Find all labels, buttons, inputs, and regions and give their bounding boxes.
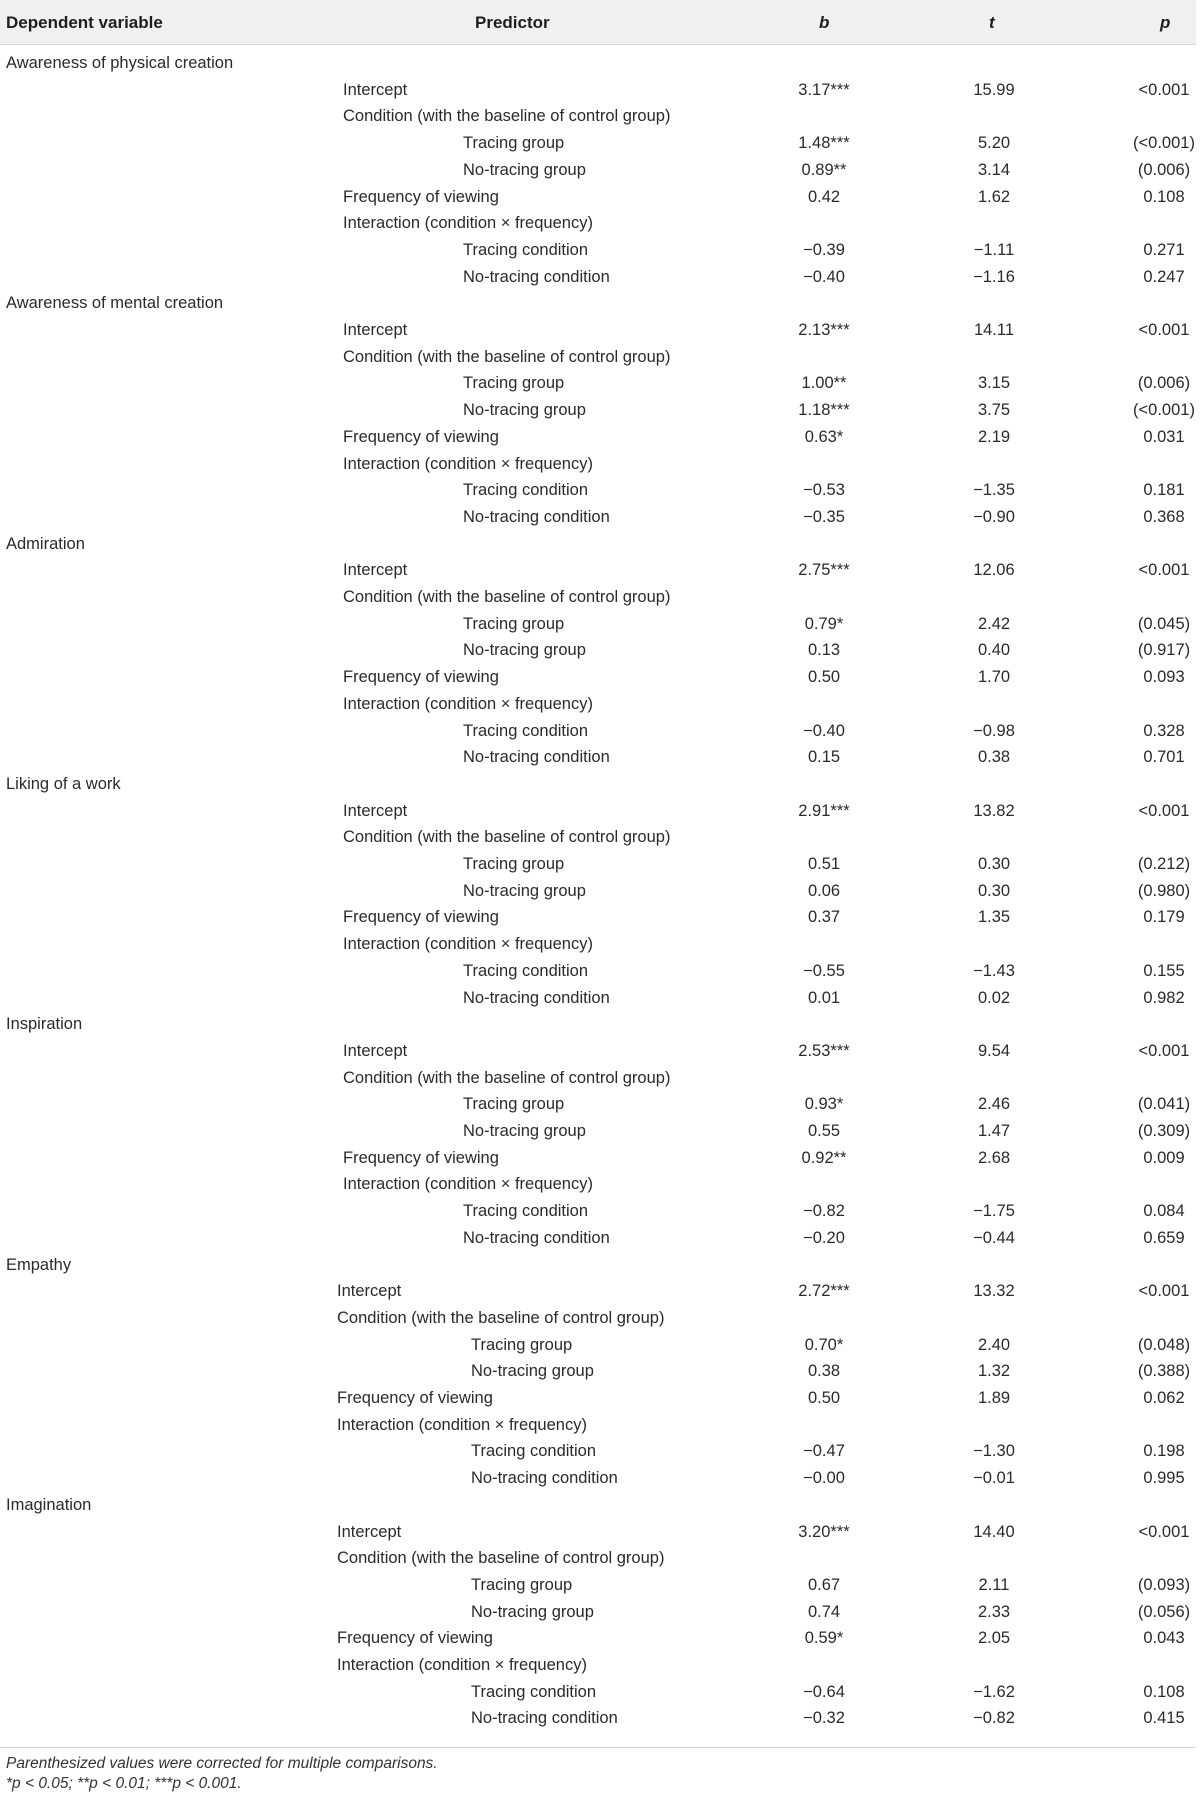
statistic-t: −1.16 xyxy=(973,267,1015,286)
coefficient-b: 0.38 xyxy=(807,1362,841,1381)
p-value: <0.001 xyxy=(1138,1282,1190,1301)
statistic-t: 0.40 xyxy=(977,641,1011,660)
table-row xyxy=(0,130,1196,156)
p-value: (0.006) xyxy=(1137,160,1191,179)
p-value: (0.045) xyxy=(1137,614,1191,633)
p-value: 0.108 xyxy=(1143,1682,1185,1701)
predictor-label: No-tracing condition xyxy=(463,267,610,286)
statistic-t: 0.02 xyxy=(977,988,1011,1007)
dependent-variable-row xyxy=(0,1011,1196,1037)
p-value: 0.271 xyxy=(1143,240,1185,259)
predictor-label: No-tracing condition xyxy=(463,988,610,1007)
predictor-label: Intercept xyxy=(343,80,408,99)
table-row xyxy=(0,1091,1196,1117)
predictor-label: Frequency of viewing xyxy=(337,1629,493,1648)
predictor-label: Condition (with the baseline of control group) xyxy=(337,1308,665,1327)
coefficient-b: 0.93* xyxy=(804,1095,844,1114)
table-row xyxy=(0,958,1196,984)
p-value: 0.093 xyxy=(1143,668,1185,687)
table-row xyxy=(0,1225,1196,1251)
predictor-label: Interaction (condition × frequency) xyxy=(337,1415,587,1434)
predictor-label: Interaction (condition × frequency) xyxy=(343,1175,593,1194)
coefficient-b: 0.63* xyxy=(804,427,844,446)
predictor-label: No-tracing group xyxy=(463,881,586,900)
predictor-label: Intercept xyxy=(343,801,408,820)
p-value: 0.701 xyxy=(1143,748,1185,767)
p-value: <0.001 xyxy=(1138,321,1190,339)
predictor-label: Tracing condition xyxy=(463,240,589,259)
coefficient-b: 2.72*** xyxy=(798,1282,850,1301)
predictor-label: No-tracing group xyxy=(463,160,586,179)
p-value: 0.084 xyxy=(1143,1202,1185,1221)
coefficient-b: −0.40 xyxy=(803,267,845,286)
p-value: 0.198 xyxy=(1143,1442,1185,1461)
table-row xyxy=(0,691,1196,717)
p-value: 0.659 xyxy=(1143,1228,1185,1247)
header-b: b xyxy=(819,13,830,32)
predictor-label: Condition (with the baseline of control group) xyxy=(343,347,671,366)
predictor-label: Tracing group xyxy=(463,855,565,873)
predictor-label: Intercept xyxy=(343,321,408,339)
coefficient-b: 0.50 xyxy=(807,668,841,687)
predictor-label: Condition (with the baseline of control group) xyxy=(343,588,671,606)
dependent-variable-row xyxy=(0,1492,1196,1518)
predictor-label: Frequency of viewing xyxy=(343,1148,499,1167)
bottom-rule xyxy=(0,1747,1196,1748)
predictor-label: Tracing group xyxy=(463,134,565,153)
statistic-t: 3.75 xyxy=(977,401,1011,420)
table-row xyxy=(0,1385,1196,1411)
statistic-t: 2.05 xyxy=(977,1629,1011,1648)
table-row xyxy=(0,878,1196,904)
table-row xyxy=(0,1438,1196,1464)
coefficient-b: −0.64 xyxy=(803,1682,845,1701)
coefficient-b: −0.39 xyxy=(803,240,845,259)
predictor-label: Tracing condition xyxy=(471,1682,597,1701)
p-value: 0.062 xyxy=(1143,1389,1185,1407)
table-row xyxy=(0,664,1196,690)
statistic-t: −1.30 xyxy=(973,1442,1015,1461)
predictor-label: Tracing condition xyxy=(463,961,589,980)
table-row xyxy=(0,1358,1196,1384)
header-p: p xyxy=(1160,13,1171,32)
statistic-t: 9.54 xyxy=(977,1041,1011,1060)
coefficient-b: 1.00** xyxy=(801,374,847,393)
coefficient-b: 0.70* xyxy=(804,1335,844,1354)
predictor-label: Tracing group xyxy=(471,1575,573,1594)
footnote-significance: *p < 0.05; **p < 0.01; ***p < 0.001. xyxy=(6,1775,242,1792)
predictor-label: No-tracing group xyxy=(471,1362,594,1381)
predictor-label: Tracing condition xyxy=(463,1202,589,1221)
coefficient-b: 0.37 xyxy=(807,908,841,927)
statistic-t: −0.90 xyxy=(973,507,1015,526)
statistic-t: 2.40 xyxy=(977,1335,1011,1354)
statistic-t: −0.98 xyxy=(973,721,1015,740)
table-row xyxy=(0,344,1196,370)
table-row xyxy=(0,1465,1196,1491)
predictor-label: Frequency of viewing xyxy=(343,187,499,206)
p-value: (0.006) xyxy=(1137,374,1191,393)
p-value: (<0.001) xyxy=(1133,134,1195,153)
statistic-t: 13.32 xyxy=(973,1282,1015,1301)
predictor-label: No-tracing condition xyxy=(471,1469,618,1488)
statistic-t: 5.20 xyxy=(977,134,1011,153)
coefficient-b: 0.89** xyxy=(801,160,847,179)
p-value: (0.056) xyxy=(1137,1602,1191,1621)
table-row xyxy=(0,851,1196,877)
p-value: <0.001 xyxy=(1138,80,1190,99)
predictor-label: Intercept xyxy=(343,1041,408,1060)
predictor-label: Interaction (condition × frequency) xyxy=(343,214,593,233)
table-row xyxy=(0,1679,1196,1705)
table-row xyxy=(0,237,1196,263)
table-row xyxy=(0,1171,1196,1197)
table-row xyxy=(0,477,1196,503)
p-value: <0.001 xyxy=(1138,561,1190,580)
predictor-label: Frequency of viewing xyxy=(343,427,499,446)
predictor-label: Interaction (condition × frequency) xyxy=(343,935,593,954)
statistic-t: 1.32 xyxy=(977,1362,1011,1381)
coefficient-b: 2.53*** xyxy=(798,1041,850,1060)
table-row xyxy=(0,397,1196,423)
table-row xyxy=(0,451,1196,477)
footnote-correction: Parenthesized values were corrected for multiple comparisons. xyxy=(6,1755,438,1772)
predictor-label: Condition (with the baseline of control group) xyxy=(343,107,671,126)
table-row xyxy=(0,1412,1196,1438)
dependent-variable-label: Awareness of physical creation xyxy=(6,54,234,72)
coefficient-b: 0.59* xyxy=(804,1629,844,1648)
table-row xyxy=(0,1652,1196,1678)
table-row xyxy=(0,1278,1196,1304)
predictor-label: Condition (with the baseline of control group) xyxy=(343,828,671,847)
predictor-label: Interaction (condition × frequency) xyxy=(343,454,593,473)
predictor-label: Tracing group xyxy=(463,374,565,393)
table-header xyxy=(0,0,1196,45)
predictor-label: No-tracing group xyxy=(463,401,586,420)
table-row xyxy=(0,1625,1196,1651)
coefficient-b: 0.79* xyxy=(804,614,844,633)
predictor-label: Tracing condition xyxy=(463,481,589,500)
dependent-variable-label: Liking of a work xyxy=(6,774,121,793)
statistic-t: −1.11 xyxy=(973,240,1015,259)
dependent-variable-row xyxy=(0,1252,1196,1278)
coefficient-b: −0.82 xyxy=(803,1202,845,1221)
coefficient-b: −0.47 xyxy=(803,1442,845,1461)
predictor-label: Tracing condition xyxy=(471,1442,597,1461)
p-value: (0.917) xyxy=(1137,641,1191,660)
table-row xyxy=(0,504,1196,530)
table-row xyxy=(0,1198,1196,1224)
statistic-t: 2.11 xyxy=(978,1575,1010,1594)
predictor-label: No-tracing group xyxy=(471,1602,594,1621)
p-value: 0.247 xyxy=(1143,267,1185,286)
predictor-label: No-tracing condition xyxy=(463,507,610,526)
table-row xyxy=(0,1572,1196,1598)
table-row xyxy=(0,1519,1196,1545)
dependent-variable-label: Empathy xyxy=(6,1255,72,1274)
statistic-t: −0.44 xyxy=(973,1228,1015,1247)
statistic-t: 13.82 xyxy=(973,801,1015,820)
table-row xyxy=(0,157,1196,183)
p-value: (0.212) xyxy=(1137,855,1191,873)
statistic-t: 0.30 xyxy=(977,855,1011,873)
statistic-t: −1.43 xyxy=(973,961,1015,980)
p-value: 0.179 xyxy=(1143,908,1185,927)
p-value: 0.009 xyxy=(1143,1148,1185,1167)
table-row xyxy=(0,1332,1196,1358)
predictor-label: Tracing group xyxy=(471,1335,573,1354)
table-row xyxy=(0,210,1196,236)
dependent-variable-label: Awareness of mental creation xyxy=(6,294,224,313)
table-row xyxy=(0,77,1196,103)
coefficient-b: 0.15 xyxy=(807,748,841,767)
table-row xyxy=(0,744,1196,770)
coefficient-b: −0.53 xyxy=(803,481,845,500)
coefficient-b: 0.67 xyxy=(807,1575,841,1594)
statistic-t: 2.68 xyxy=(977,1148,1011,1167)
table-row xyxy=(0,264,1196,290)
coefficient-b: 3.20*** xyxy=(798,1522,850,1541)
p-value: 0.043 xyxy=(1143,1629,1185,1648)
statistic-t: 2.46 xyxy=(977,1095,1011,1114)
predictor-label: Frequency of viewing xyxy=(337,1389,493,1407)
p-value: 0.181 xyxy=(1143,481,1185,500)
p-value: 0.982 xyxy=(1143,988,1185,1007)
predictor-label: No-tracing condition xyxy=(463,1228,610,1247)
table-row xyxy=(0,584,1196,610)
table-row xyxy=(0,1065,1196,1091)
predictor-label: Frequency of viewing xyxy=(343,668,499,687)
table-row xyxy=(0,985,1196,1011)
predictor-label: Interaction (condition × frequency) xyxy=(343,694,593,713)
p-value: <0.001 xyxy=(1138,1041,1190,1060)
p-value: 0.108 xyxy=(1143,187,1185,206)
p-value: (0.041) xyxy=(1137,1095,1191,1114)
statistic-t: 1.62 xyxy=(977,187,1011,206)
coefficient-b: 1.18*** xyxy=(798,401,850,420)
coefficient-b: 2.75*** xyxy=(798,561,850,580)
coefficient-b: 0.74 xyxy=(807,1602,841,1621)
table-row xyxy=(0,718,1196,744)
coefficient-b: 3.17*** xyxy=(798,80,850,99)
predictor-label: Interaction (condition × frequency) xyxy=(337,1656,587,1674)
coefficient-b: 0.06 xyxy=(807,881,841,900)
table-row xyxy=(0,798,1196,824)
table-row xyxy=(0,424,1196,450)
statistic-t: 2.42 xyxy=(977,614,1011,633)
predictor-label: Tracing condition xyxy=(463,721,589,740)
coefficient-b: 1.48*** xyxy=(798,134,850,153)
predictor-label: Condition (with the baseline of control group) xyxy=(343,1068,671,1087)
coefficient-b: 0.55 xyxy=(807,1122,841,1140)
dependent-variable-row xyxy=(0,531,1196,557)
statistic-t: −0.82 xyxy=(973,1709,1015,1728)
coefficient-b: 0.42 xyxy=(807,187,841,206)
statistic-t: 12.06 xyxy=(973,561,1015,580)
predictor-label: No-tracing group xyxy=(463,1122,586,1140)
coefficient-b: 0.51 xyxy=(807,855,841,873)
p-value: (0.093) xyxy=(1137,1575,1191,1594)
statistic-t: 15.99 xyxy=(973,80,1015,99)
table-row xyxy=(0,1038,1196,1064)
table-row xyxy=(0,1599,1196,1625)
table-row xyxy=(0,1705,1196,1731)
dependent-variable-label: Imagination xyxy=(6,1495,92,1514)
predictor-label: No-tracing group xyxy=(463,641,586,660)
table-row xyxy=(0,370,1196,396)
coefficient-b: −0.00 xyxy=(803,1469,845,1488)
p-value: 0.415 xyxy=(1143,1709,1185,1728)
p-value: <0.001 xyxy=(1138,1522,1190,1541)
p-value: (0.980) xyxy=(1137,881,1191,900)
coefficient-b: −0.32 xyxy=(803,1709,845,1728)
coefficient-b: 0.92** xyxy=(801,1148,847,1167)
p-value: 0.031 xyxy=(1143,427,1185,446)
table-row xyxy=(0,184,1196,210)
p-value: (0.048) xyxy=(1137,1335,1191,1354)
predictor-label: Frequency of viewing xyxy=(343,908,499,927)
table-row xyxy=(0,611,1196,637)
coefficient-b: −0.20 xyxy=(803,1228,845,1247)
p-value: 0.368 xyxy=(1143,507,1185,526)
coefficient-b: 2.91*** xyxy=(798,801,850,820)
table-row xyxy=(0,931,1196,957)
statistic-t: −0.01 xyxy=(973,1469,1015,1488)
dependent-variable-label: Inspiration xyxy=(6,1015,83,1034)
coefficient-b: −0.35 xyxy=(803,507,845,526)
table-row xyxy=(0,1545,1196,1571)
coefficient-b: 0.01 xyxy=(807,988,841,1007)
predictor-label: No-tracing condition xyxy=(463,748,610,767)
p-value: 0.328 xyxy=(1143,721,1185,740)
statistic-t: −1.75 xyxy=(973,1202,1015,1221)
table-row xyxy=(0,1118,1196,1144)
predictor-label: Tracing group xyxy=(463,614,565,633)
dependent-variable-row xyxy=(0,290,1196,316)
predictor-label: Intercept xyxy=(337,1522,402,1541)
coefficient-b: 2.13*** xyxy=(798,321,850,339)
table-row xyxy=(0,103,1196,129)
coefficient-b: 0.50 xyxy=(807,1389,841,1407)
p-value: <0.001 xyxy=(1138,801,1190,820)
header-predictor: Predictor xyxy=(475,13,550,32)
coefficient-b: −0.40 xyxy=(803,721,845,740)
table-row xyxy=(0,824,1196,850)
p-value: (0.388) xyxy=(1137,1362,1191,1381)
table-row xyxy=(0,557,1196,583)
header-t: t xyxy=(989,13,995,32)
dependent-variable-label: Admiration xyxy=(6,534,85,553)
table-row xyxy=(0,904,1196,930)
statistic-t: 0.38 xyxy=(977,748,1011,767)
p-value: 0.155 xyxy=(1143,961,1185,980)
header-dependent-variable: Dependent variable xyxy=(6,13,163,32)
predictor-label: Tracing group xyxy=(463,1095,565,1114)
table-row xyxy=(0,1145,1196,1171)
dependent-variable-row xyxy=(0,771,1196,797)
p-value: (0.309) xyxy=(1137,1122,1191,1140)
statistic-t: 3.14 xyxy=(977,160,1011,179)
statistic-t: 2.19 xyxy=(977,427,1011,446)
statistic-t: 2.33 xyxy=(977,1602,1011,1621)
table-row xyxy=(0,1305,1196,1331)
statistic-t: 1.47 xyxy=(977,1122,1011,1140)
predictor-label: Condition (with the baseline of control group) xyxy=(337,1549,665,1568)
statistic-t: −1.35 xyxy=(973,481,1015,500)
coefficient-b: 0.13 xyxy=(807,641,841,660)
statistic-t: 1.70 xyxy=(977,668,1011,687)
p-value: (<0.001) xyxy=(1133,401,1195,420)
predictor-label: Intercept xyxy=(337,1282,402,1301)
statistic-t: 14.40 xyxy=(973,1522,1015,1541)
predictor-label: Intercept xyxy=(343,561,408,580)
p-value: 0.995 xyxy=(1143,1469,1185,1488)
table-row xyxy=(0,317,1196,343)
statistic-t: 3.15 xyxy=(977,374,1011,393)
predictor-label: No-tracing condition xyxy=(471,1709,618,1728)
statistic-t: 1.89 xyxy=(977,1389,1011,1407)
coefficient-b: −0.55 xyxy=(803,961,845,980)
statistic-t: 1.35 xyxy=(977,908,1011,927)
table-row xyxy=(0,637,1196,663)
statistic-t: 0.30 xyxy=(977,881,1011,900)
statistic-t: −1.62 xyxy=(973,1682,1015,1701)
statistic-t: 14.11 xyxy=(973,321,1015,339)
dependent-variable-row xyxy=(0,50,1196,76)
